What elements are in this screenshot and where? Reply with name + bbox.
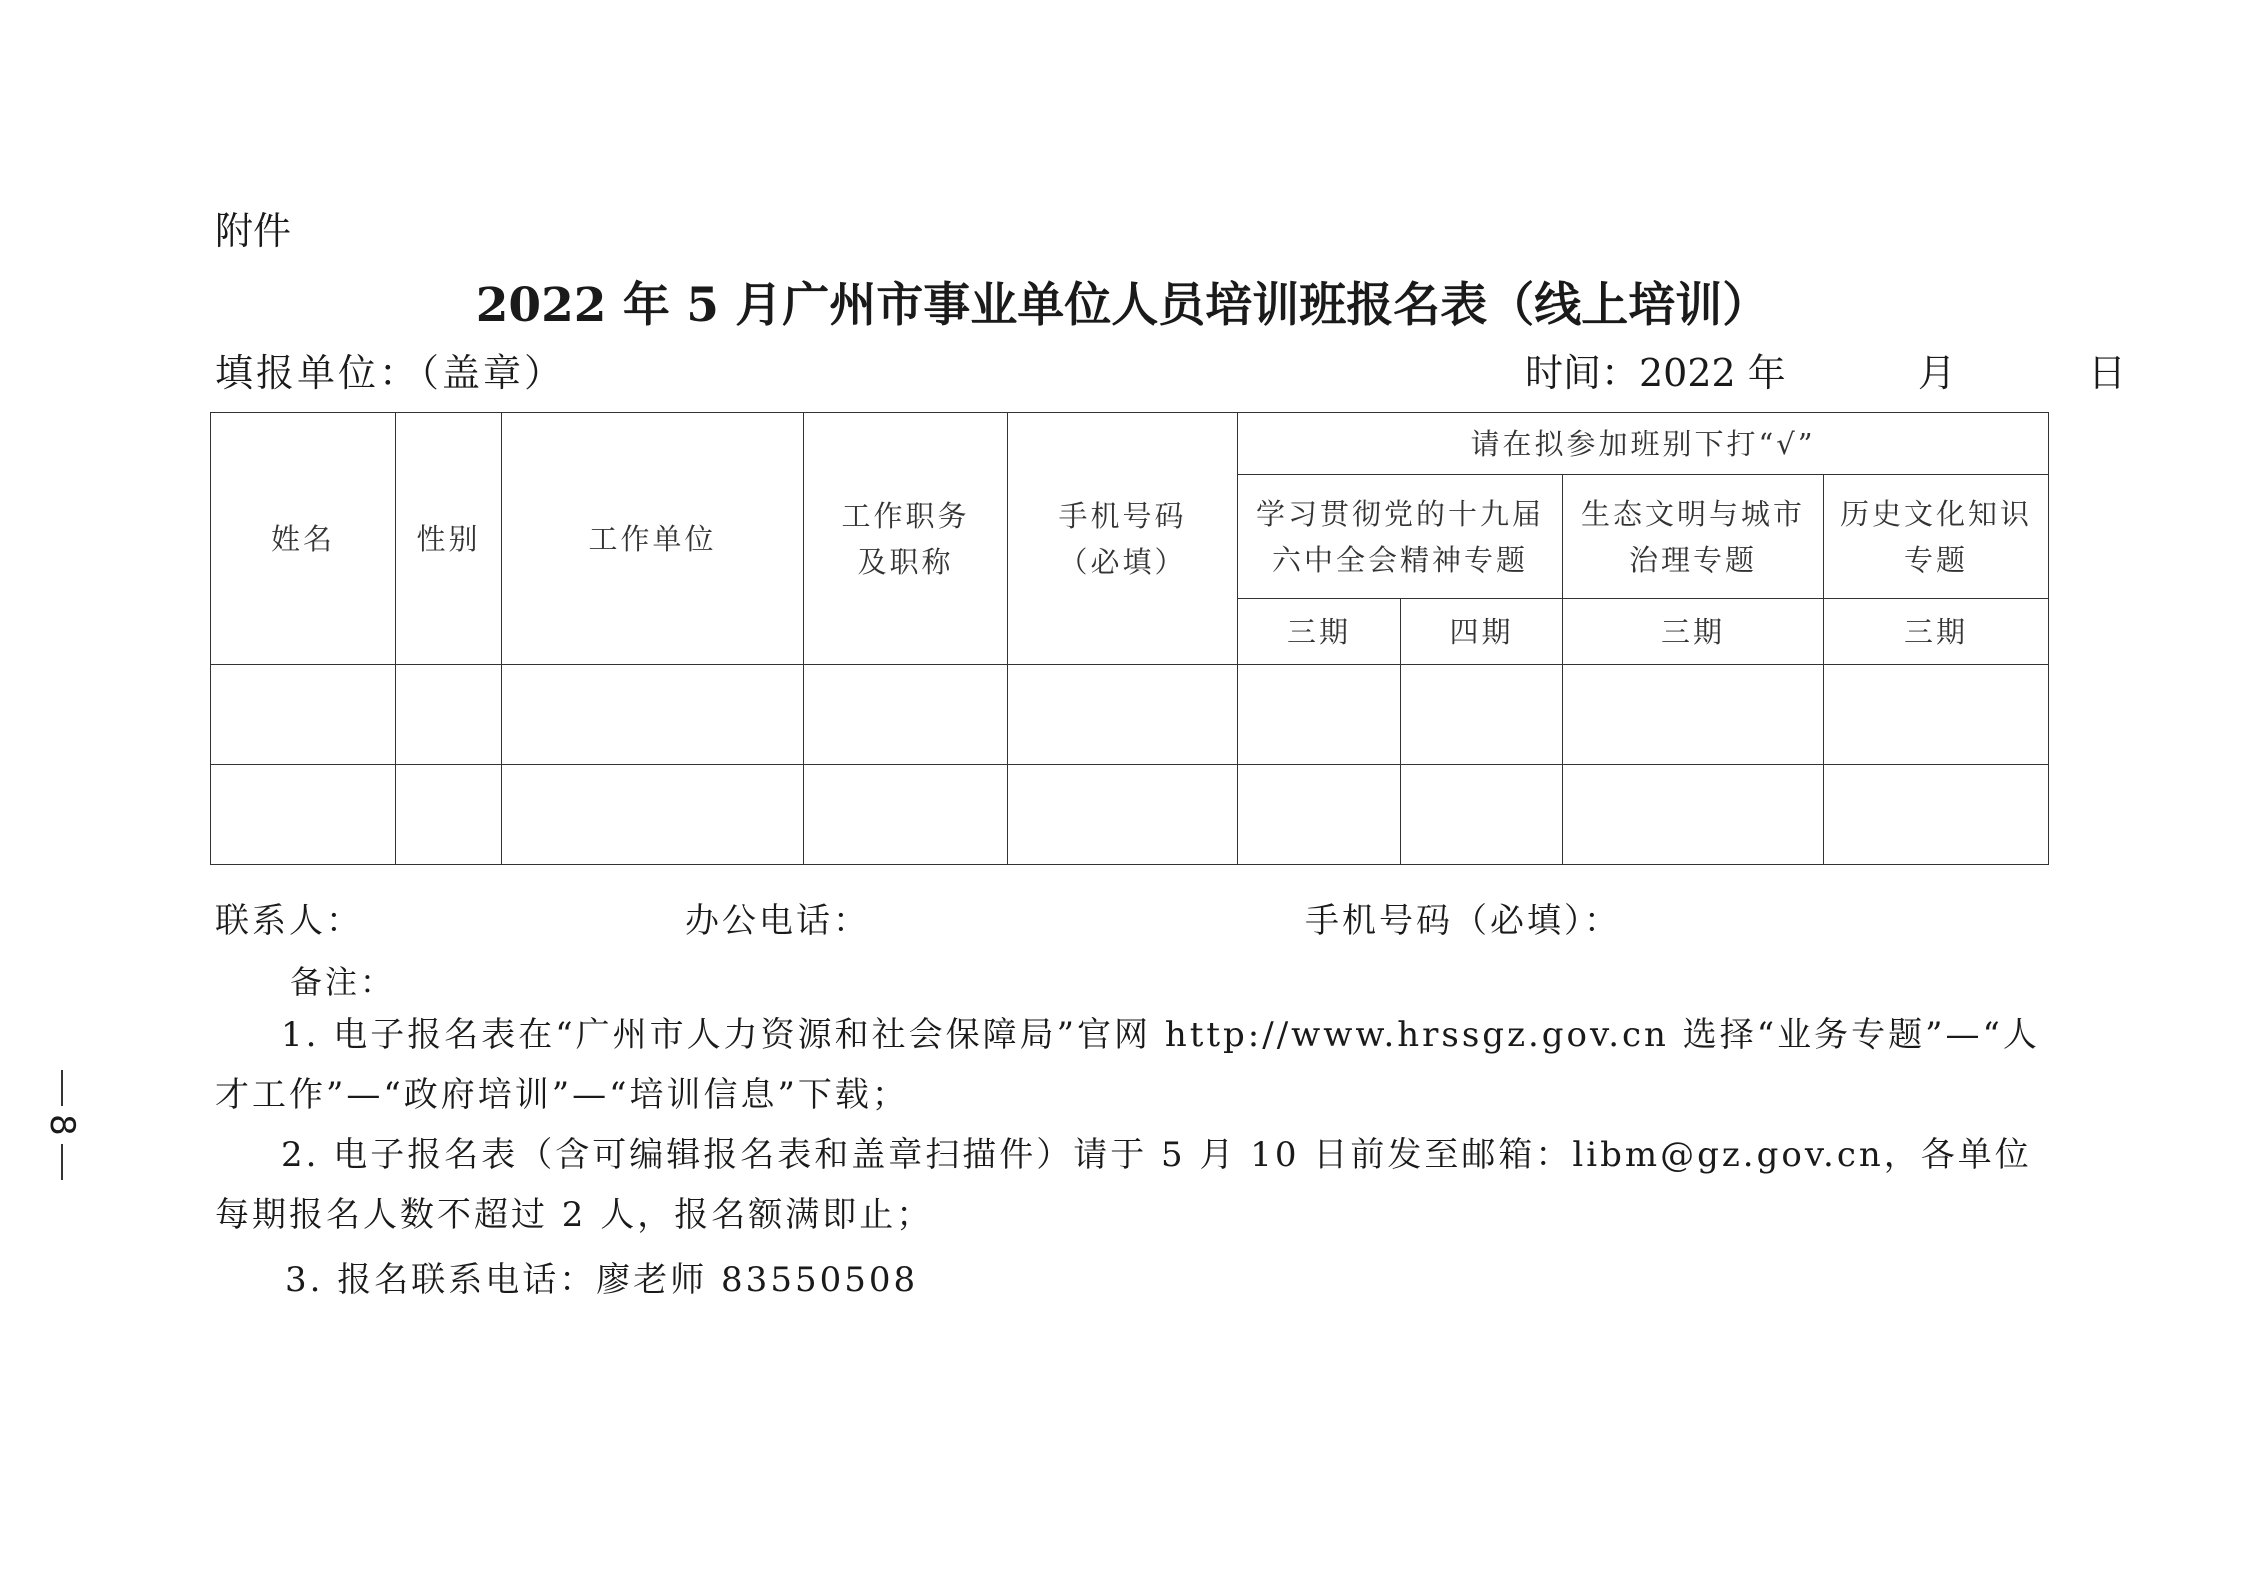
cell-ecology-3[interactable]	[1563, 665, 1824, 765]
cell-plenum-4[interactable]	[1401, 765, 1563, 865]
cell-gender[interactable]	[396, 665, 502, 765]
mobile-label: 手机号码（必填）：	[1305, 901, 1621, 941]
cell-gender[interactable]	[396, 765, 502, 865]
cell-workplace[interactable]	[502, 765, 804, 865]
header-gender: 性别	[396, 413, 502, 665]
topic-plenum-line1: 学习贯彻党的十九届	[1255, 496, 1544, 531]
cell-workplace[interactable]	[502, 665, 804, 765]
header-workplace: 工作单位	[502, 413, 804, 665]
cell-plenum-3[interactable]	[1238, 765, 1401, 865]
header-phone-line1: 手机号码	[1058, 498, 1187, 533]
page-number-bar-top	[61, 1070, 63, 1106]
topic-history-line1: 历史文化知识	[1840, 496, 2033, 531]
session-ecology-3: 三期	[1563, 599, 1824, 665]
topic-ecology-line2: 治理专题	[1628, 542, 1757, 577]
attachment-label: 附件	[215, 209, 292, 253]
header-position	[804, 413, 1008, 665]
cell-position[interactable]	[804, 665, 1008, 765]
office-phone-label: 办公电话：	[685, 901, 870, 941]
table-row	[211, 765, 2049, 865]
page-number	[40, 1070, 84, 1180]
topic-history-line2: 专题	[1904, 542, 1969, 577]
cell-phone[interactable]	[1008, 665, 1238, 765]
cell-plenum-4[interactable]	[1401, 665, 1563, 765]
session-plenum-3: 三期	[1238, 599, 1401, 665]
topic-ecology-line1: 生态文明与城市	[1580, 496, 1805, 531]
cell-position[interactable]	[804, 765, 1008, 865]
session-plenum-4: 四期	[1401, 599, 1563, 665]
remark-note-3: 3. 报名联系电话：廖老师 83550508	[285, 1260, 919, 1300]
cell-phone[interactable]	[1008, 765, 1238, 865]
header-topic-history	[1824, 475, 2049, 599]
page-number-value: 8	[42, 1114, 82, 1136]
cell-history-3[interactable]	[1824, 665, 2049, 765]
cell-ecology-3[interactable]	[1563, 765, 1824, 865]
cell-name[interactable]	[211, 665, 396, 765]
remark-note-2: 2. 电子报名表（含可编辑报名表和盖章扫描件）请于 5 月 10 日前发至邮箱：libm@gz.gov.cn，各单位每期报名人数不超过 2 人，报名额满即止；	[215, 1135, 2032, 1235]
contact-row	[215, 893, 2045, 943]
header-class-selection: 请在拟参加班别下打“√”	[1238, 413, 2049, 475]
table-row	[211, 665, 2049, 765]
contact-person-label: 联系人：	[215, 901, 363, 941]
date-year-label: 时间：2022 年	[1525, 351, 1786, 395]
session-history-3: 三期	[1824, 599, 2049, 665]
remarks-label: 备注：	[290, 963, 396, 1001]
header-phone	[1008, 413, 1238, 665]
page-title: 2022 年 5 月广州市事业单位人员培训班报名表（线上培训）	[475, 278, 1770, 333]
cell-plenum-3[interactable]	[1238, 665, 1401, 765]
header-topic-ecology	[1563, 475, 1824, 599]
header-phone-line2: （必填）	[1058, 544, 1187, 579]
registration-table	[210, 412, 2049, 865]
header-position-line1: 工作职务	[841, 498, 970, 533]
header-name: 姓名	[211, 413, 396, 665]
cell-name[interactable]	[211, 765, 396, 865]
date-month-label: 月	[1917, 351, 1956, 395]
page-number-bar-bottom	[61, 1144, 63, 1180]
header-topic-plenum	[1238, 475, 1563, 599]
fill-unit-label: 填报单位：（盖章）	[215, 351, 566, 395]
date-line	[1525, 342, 2126, 397]
topic-plenum-line2: 六中全会精神专题	[1271, 542, 1528, 577]
remark-note-1: 1. 电子报名表在“广州市人力资源和社会保障局”官网 http://www.hrssgz.gov.cn 选择“业务专题”—“人才工作”—“政府培训”—“培训信息”下载；	[215, 1015, 2040, 1115]
date-day-label: 日	[2088, 351, 2127, 395]
header-position-line2: 及职称	[857, 544, 954, 579]
cell-history-3[interactable]	[1824, 765, 2049, 865]
